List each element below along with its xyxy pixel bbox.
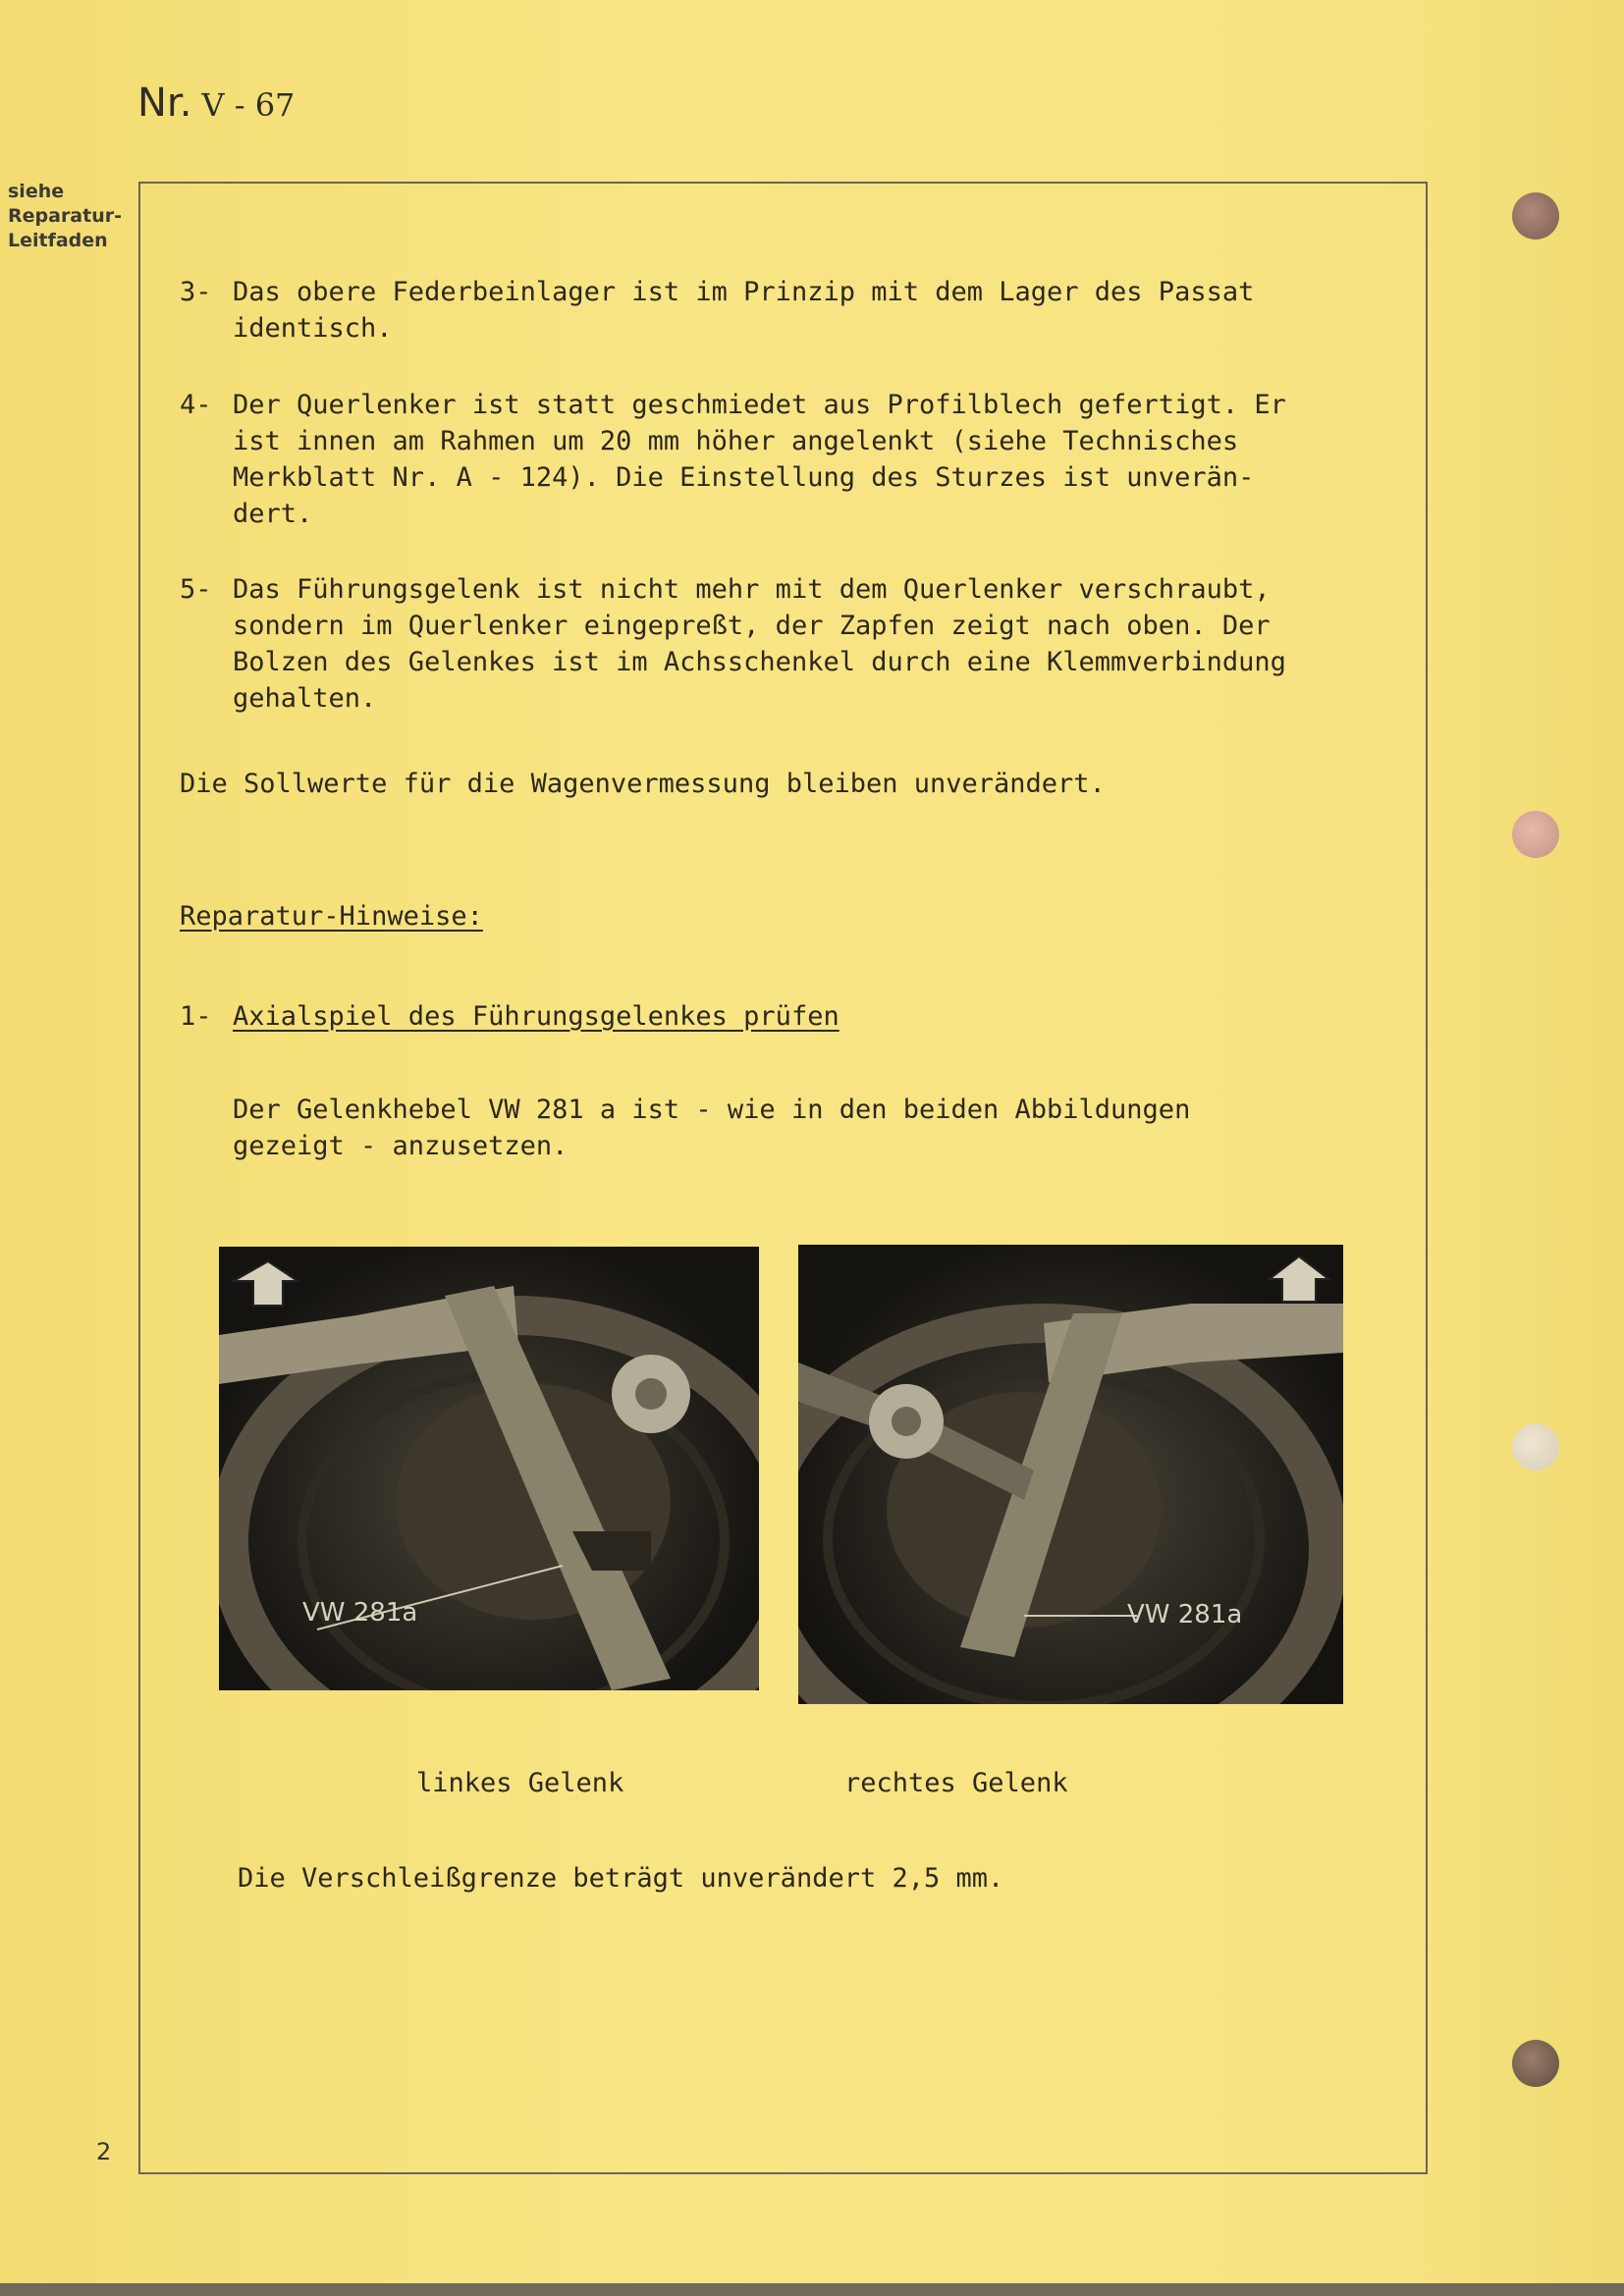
caption-right: rechtes Gelenk [844,1768,1068,1798]
side-note-line: Reparatur- [8,205,122,227]
item-text-line: ist innen am Rahmen um 20 mm höher angelenkt (siehe Technisches [233,426,1239,456]
item-text-line: dert. [233,499,313,529]
caption-left: linkes Gelenk [416,1768,624,1798]
photo-left-joint [219,1247,759,1690]
item-number: 5- [180,574,212,605]
side-note-line: siehe [8,181,65,202]
document-number-prefix: Nr. [137,80,192,126]
photo-right-drawing [798,1245,1343,1704]
photo-left-drawing [219,1247,759,1690]
photo-right-tool-label: VW 281a [1127,1600,1243,1629]
item-number: 3- [180,277,212,307]
step-text-line: gezeigt - anzusetzen. [233,1131,568,1161]
item-text-line: Das obere Federbeinlager ist im Prinzip mit dem Lager des Passat [233,277,1255,307]
item-text-line: Bolzen des Gelenkes ist im Achsschenkel durch eine Klemmverbindung [233,647,1286,677]
punch-hole [1512,1423,1559,1470]
step-number: 1- [180,1001,212,1032]
item-text-line: sondern im Querlenker eingepreßt, der Zapfen zeigt nach oben. Der [233,611,1271,641]
side-note [8,180,135,253]
page-number: 2 [96,2138,112,2165]
punch-hole [1512,2040,1559,2087]
sollwerte-text: Die Sollwerte für die Wagenvermessung bleiben unverändert. [180,769,1106,799]
photo-left-tool-label: VW 281a [302,1598,418,1628]
item-text-line: gehalten. [233,683,377,714]
document-number-value: V - 67 [201,86,296,124]
wear-limit-text: Die Verschleißgrenze beträgt unverändert 2,5 mm. [238,1863,1004,1894]
item-text-line: identisch. [233,313,393,344]
item-text-line: Das Führungsgelenk ist nicht mehr mit dem Querlenker verschraubt, [233,574,1271,605]
item-number: 4- [180,390,212,420]
document-number [137,80,295,126]
repair-heading: Reparatur-Hinweise: [180,901,483,932]
step-title: Axialspiel des Führungsgelenkes prüfen [233,1001,839,1032]
punch-hole [1512,192,1559,240]
side-note-line: Leitfaden [8,230,108,251]
punch-hole [1512,811,1559,858]
step-text-line: Der Gelenkhebel VW 281 a ist - wie in den beiden Abbildungen [233,1095,1191,1125]
item-text-line: Merkblatt Nr. A - 124). Die Einstellung des Sturzes ist unverän- [233,462,1255,493]
photo-right-joint [798,1245,1343,1704]
scan-edge [0,2283,1624,2296]
item-text-line: Der Querlenker ist statt geschmiedet aus Profilblech gefertigt. Er [233,390,1286,420]
